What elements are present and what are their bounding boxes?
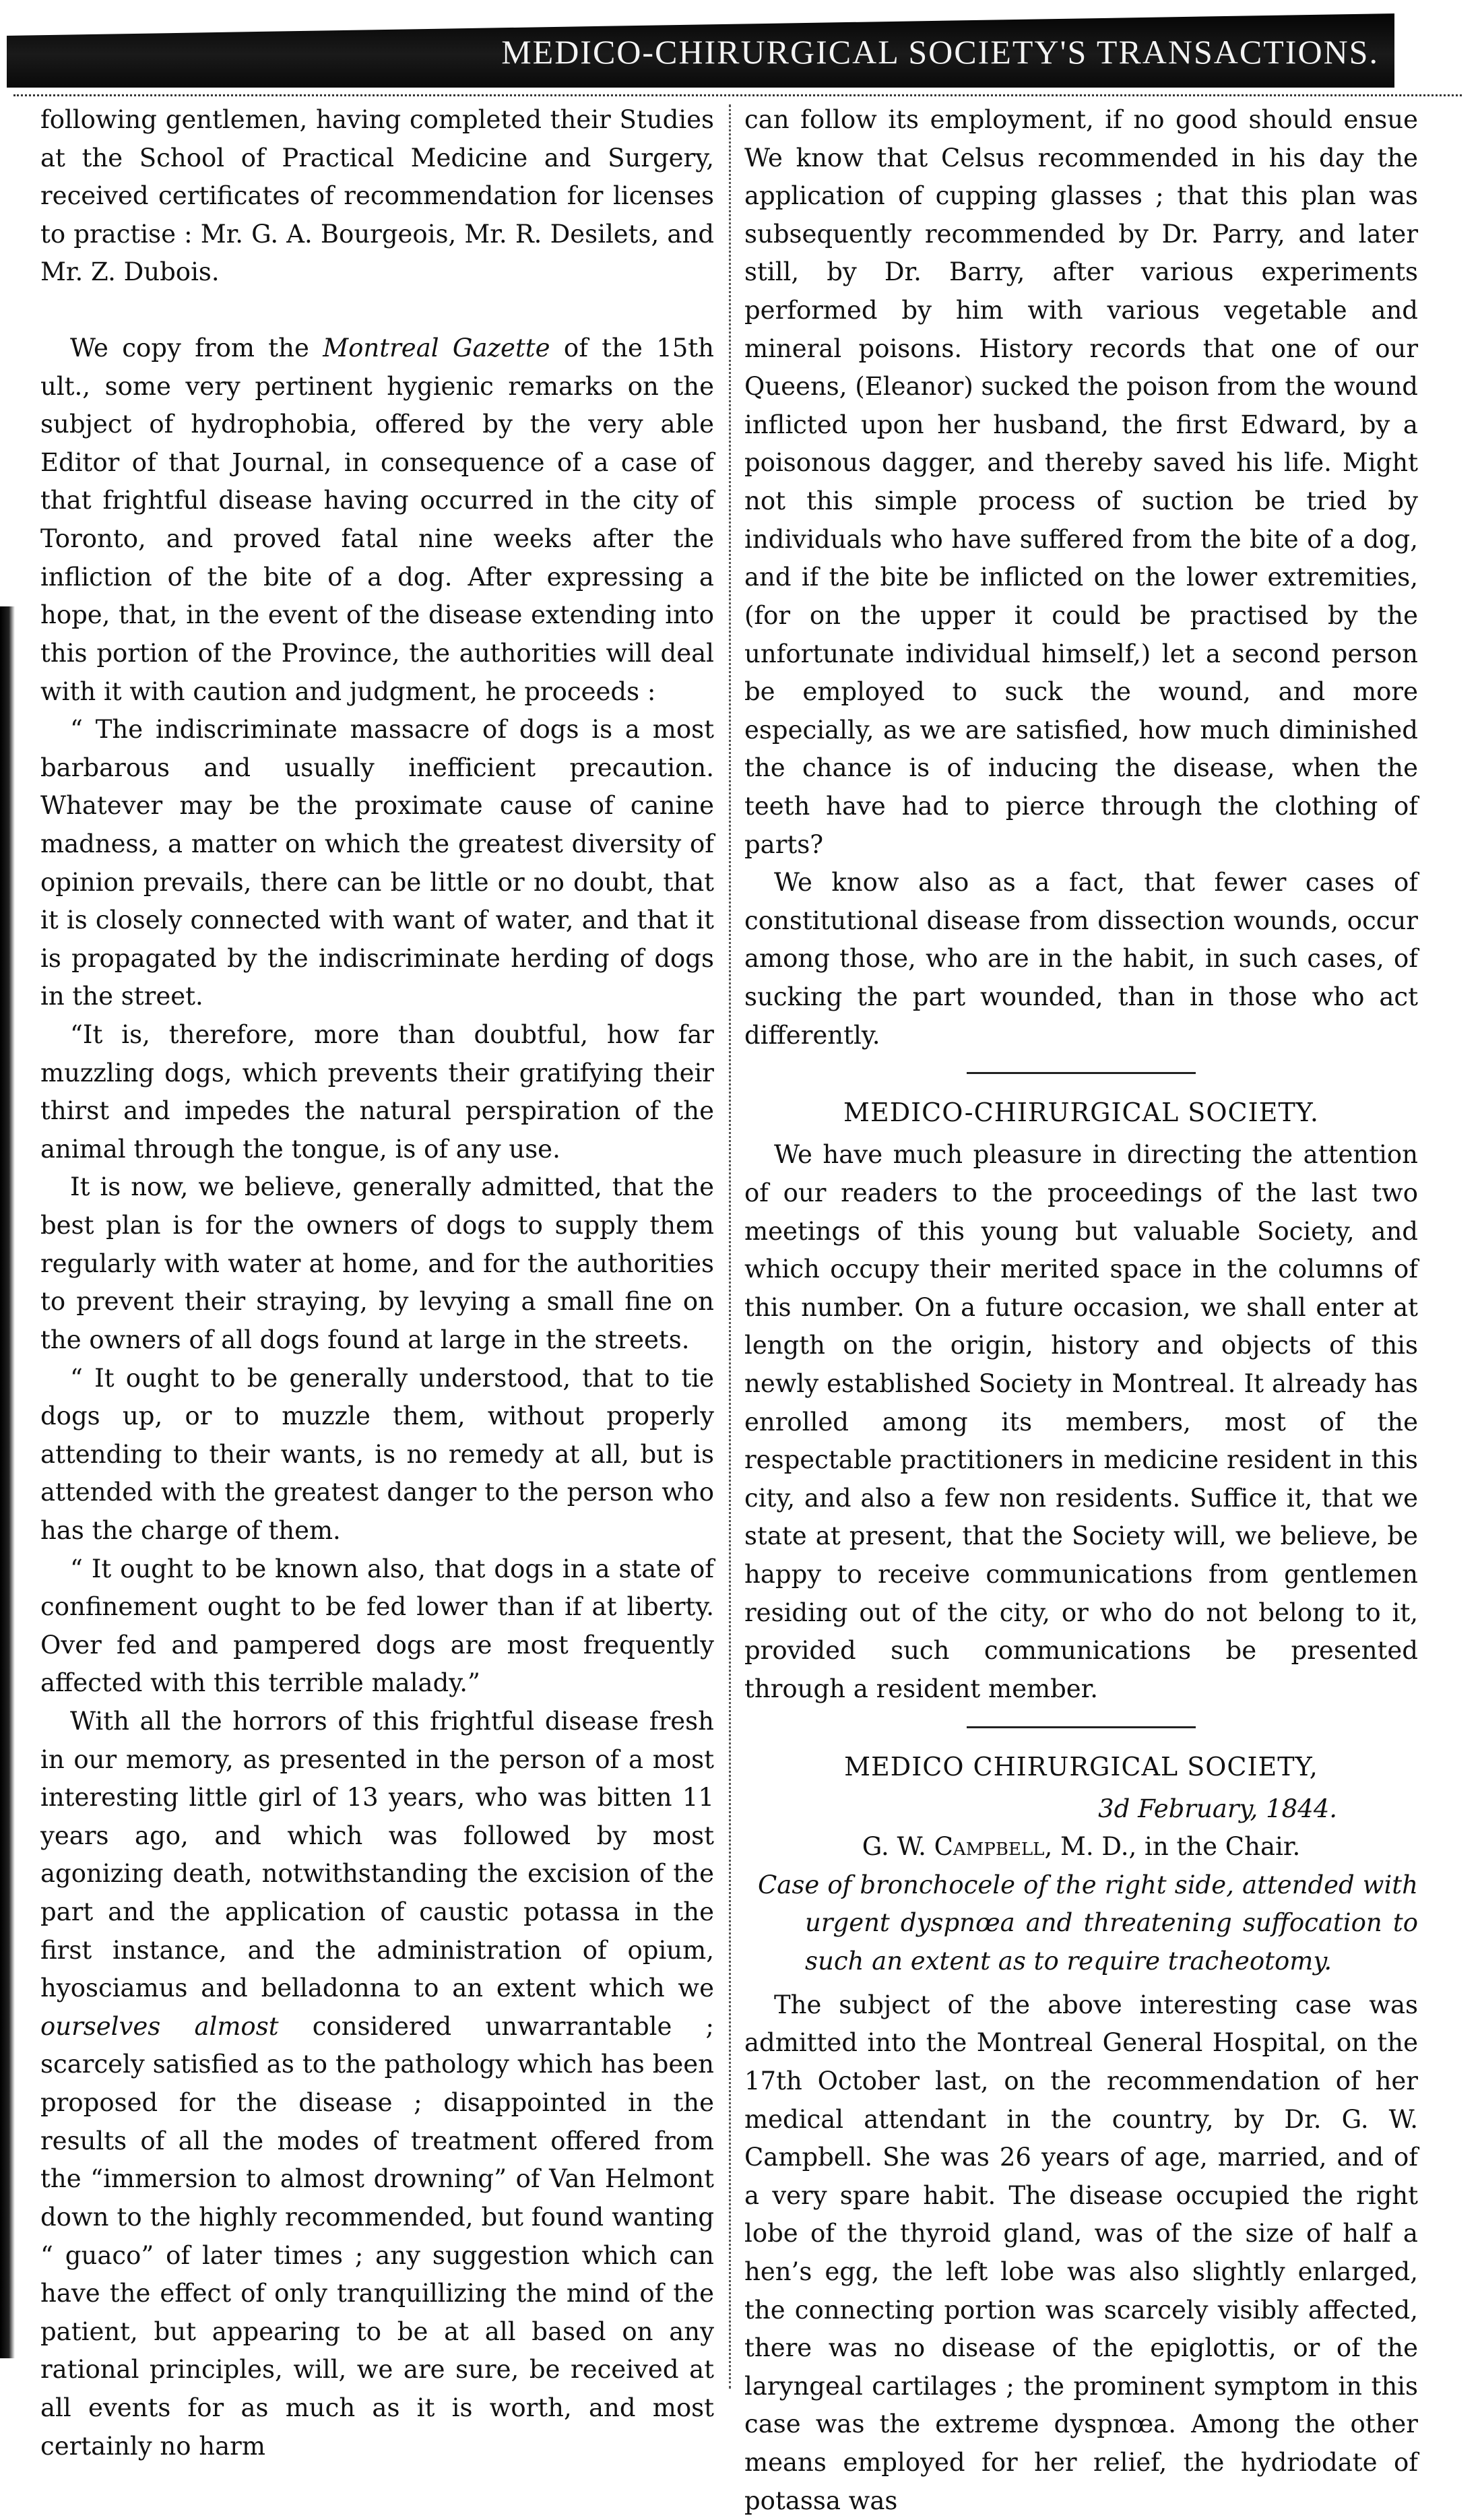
right-paragraph-3: We have much pleasure in directing the attention of our readers to the proceedings of the last two meetings of this young but valuable Society, and which occupy their merited space in the columns of this number. On a future occasion, we shall enter at length on the origin, history and objects of this newly established Society in Montreal. It already has enrolled among its members, most of the respectable practitioners in medicine resident in this city, and also a few non residents. Suffice it, that we state at present, that the Society will, we believe, be happy to receive communications from gentlemen residing out of the city, or who do not belong to it, provided such communications be presented through a resident member. <box>744 1140 1418 1703</box>
column-divider <box>729 104 731 2389</box>
right-column <box>744 101 1418 2520</box>
left-paragraph-7: “ It ought to be known also, that dogs in a state of confinement ought to be fed lower than if at liberty. Over fed and pampered dogs are most frequently affected with this terrible malady.” <box>40 1554 714 1698</box>
left-paragraph-2-text-a: We copy from the <box>70 334 323 363</box>
newspaper-title: Montreal Gazette <box>323 334 550 363</box>
right-paragraph-1: can follow its employment, if no good should ensue We know that Celsus recommended in his day the application of cupping glasses ; that this plan was subsequently recommended by Dr. Parry, and later still, by Dr. Barry, after various experiments performed by him with various vegetable and mineral poisons. History records that one of our Queens, (Eleanor) sucked the poison from the wound inflicted upon her husband, the first Edward, by a poisonous dagger, and thereby saved his life. Might not this simple process of suction be tried by individuals who have suffered from the bite of a dog, and if the bite be inflicted on the lower extremities, (for on the upper it could be practised by the unfortunate individual himself,) let a second person be employed to suck the wound, and more especially, as we are satisfied, how much diminished the chance is of inducing the disease, when the teeth have had to pierce through the clothing of parts? <box>744 105 1418 859</box>
chair-name: G. W. Campbell, <box>862 1832 1053 1862</box>
right-paragraph-4: The subject of the above interesting case was admitted into the Montreal General Hospital, on the 17th October last, on the recommendation of her medical attendant in the country, by Dr. G. W. Campbell. She was 26 years of age, married, and of a very spare habit. The disease occupied the right lobe of the thyroid gland, was of the size of half a hen’s egg, the left lobe was also slightly enlarged, the connecting portion was scarcely visibly affected, there was no disease of the epiglottis, or of the laryngeal cartilages ; the prominent symptom in this case was the extreme dyspnœa. Among the other means employed for her relief, the hydriodate of potassa was <box>744 1990 1418 2515</box>
chair-title: M. D., in the Chair. <box>1052 1832 1301 1862</box>
left-paragraph-8 <box>40 1703 714 2465</box>
section-rule-2 <box>967 1726 1196 1728</box>
section-rule-1 <box>967 1072 1196 1074</box>
right-paragraph-2: We know also as a fact, that fewer cases of constitutional disease from dissection wounds, occur among those, who are in the habit, in such cases, of sucking the part wounded, than in those who act differently. <box>744 868 1418 1050</box>
left-paragraph-6: “ It ought to be generally understood, that to tie dogs up, or to muzzle them, without properly attending to their wants, is no remedy at all, but is attended with the greatest danger to the person who has the charge of them. <box>40 1363 714 1545</box>
left-paragraph-1: following gentlemen, having completed their Studies at the School of Practical Medicine and Surgery, received certificates of recommendation for licenses to practise : Mr. G. A. Bourgeois, Mr. R. Desilets, and Mr. Z. Dubois. <box>40 105 714 287</box>
left-paragraph-3: “ The indiscriminate massacre of dogs is a most barbarous and usually inefficient precaution. Whatever may be the proximate cause of canine madness, a matter on which the greatest diversity of opinion prevails, there can be little or no doubt, that it is closely connected with want of water, and that it is propagated by the indiscriminate herding of dogs in the street. <box>40 715 714 1011</box>
running-header-title: MEDICO-CHIRURGICAL SOCIETY'S TRANSACTIONS. <box>501 33 1379 71</box>
left-paragraph-2 <box>40 329 714 711</box>
header-divider <box>13 94 1462 96</box>
meeting-date: 3d February, 1844. <box>1098 1794 1337 1823</box>
left-paragraph-2-text-b: of the 15th ult., some very pertinent hygienic remarks on the subject of hydrophobia, offered by the very able Editor of that Journal, in consequence of a case of that frightful disease having occurred in the city of Toronto, and proved fatal nine weeks after the infliction of the bite of a dog. After expressing a hope, that, in the event of the disease extending into this portion of the Province, the authorities will deal with it with caution and judgment, he proceeds : <box>40 334 714 706</box>
section-heading-meeting: MEDICO CHIRURGICAL SOCIETY, <box>844 1751 1318 1782</box>
left-paragraph-5: It is now, we believe, generally admitted, that the best plan is for the owners of dogs to supply them regularly with water at home, and for the authorities to prevent their straying, by levying a small fine on the owners of all dogs found at large in the streets. <box>40 1172 714 1354</box>
left-column <box>40 101 714 2465</box>
scan-edge-shadow <box>0 606 15 2358</box>
chair-line <box>744 1828 1418 1866</box>
paragraph-gap <box>40 292 714 329</box>
case-title: Case of bronchocele of the right side, attended with urgent dyspnœa and threatening suffocation to such an extent as to require tracheotomy. <box>758 1870 1418 1976</box>
emphasis-text: ourselves almost <box>40 2011 279 2041</box>
left-paragraph-4: “It is, therefore, more than doubtful, how far muzzling dogs, which prevents their gratifying their thirst and impedes the natural perspiration of the animal through the tongue, is of any use. <box>40 1020 714 1164</box>
section-heading-society: MEDICO-CHIRURGICAL SOCIETY. <box>843 1098 1319 1128</box>
left-paragraph-8-text-b: considered unwarrantable ; scarcely satisfied as to the pathology which has been proposed for the disease ; disappointed in the results of all the modes of treatment offered from the “immersion to almost drowning” of Van Helmont down to the highly recommended, but found wanting “ guaco” of later times ; any suggestion which can have the effect of only tranquillizing the mind of the patient, but appearing to be at all based on any rational principles, will, we are sure, be received at all events for as much as it is worth, and most certainly no harm <box>40 2011 715 2461</box>
left-paragraph-8-text-a: With all the horrors of this frightful disease fresh in our memory, as presented in the person of a most interesting little girl of 13 years, who was bitten 11 years ago, and which was followed by most agonizing death, notwithstanding the excision of the part and the application of caustic potassa in the first instance, and the administration of opium, hyosciamus and belladonna to an extent which we <box>40 1706 714 2003</box>
